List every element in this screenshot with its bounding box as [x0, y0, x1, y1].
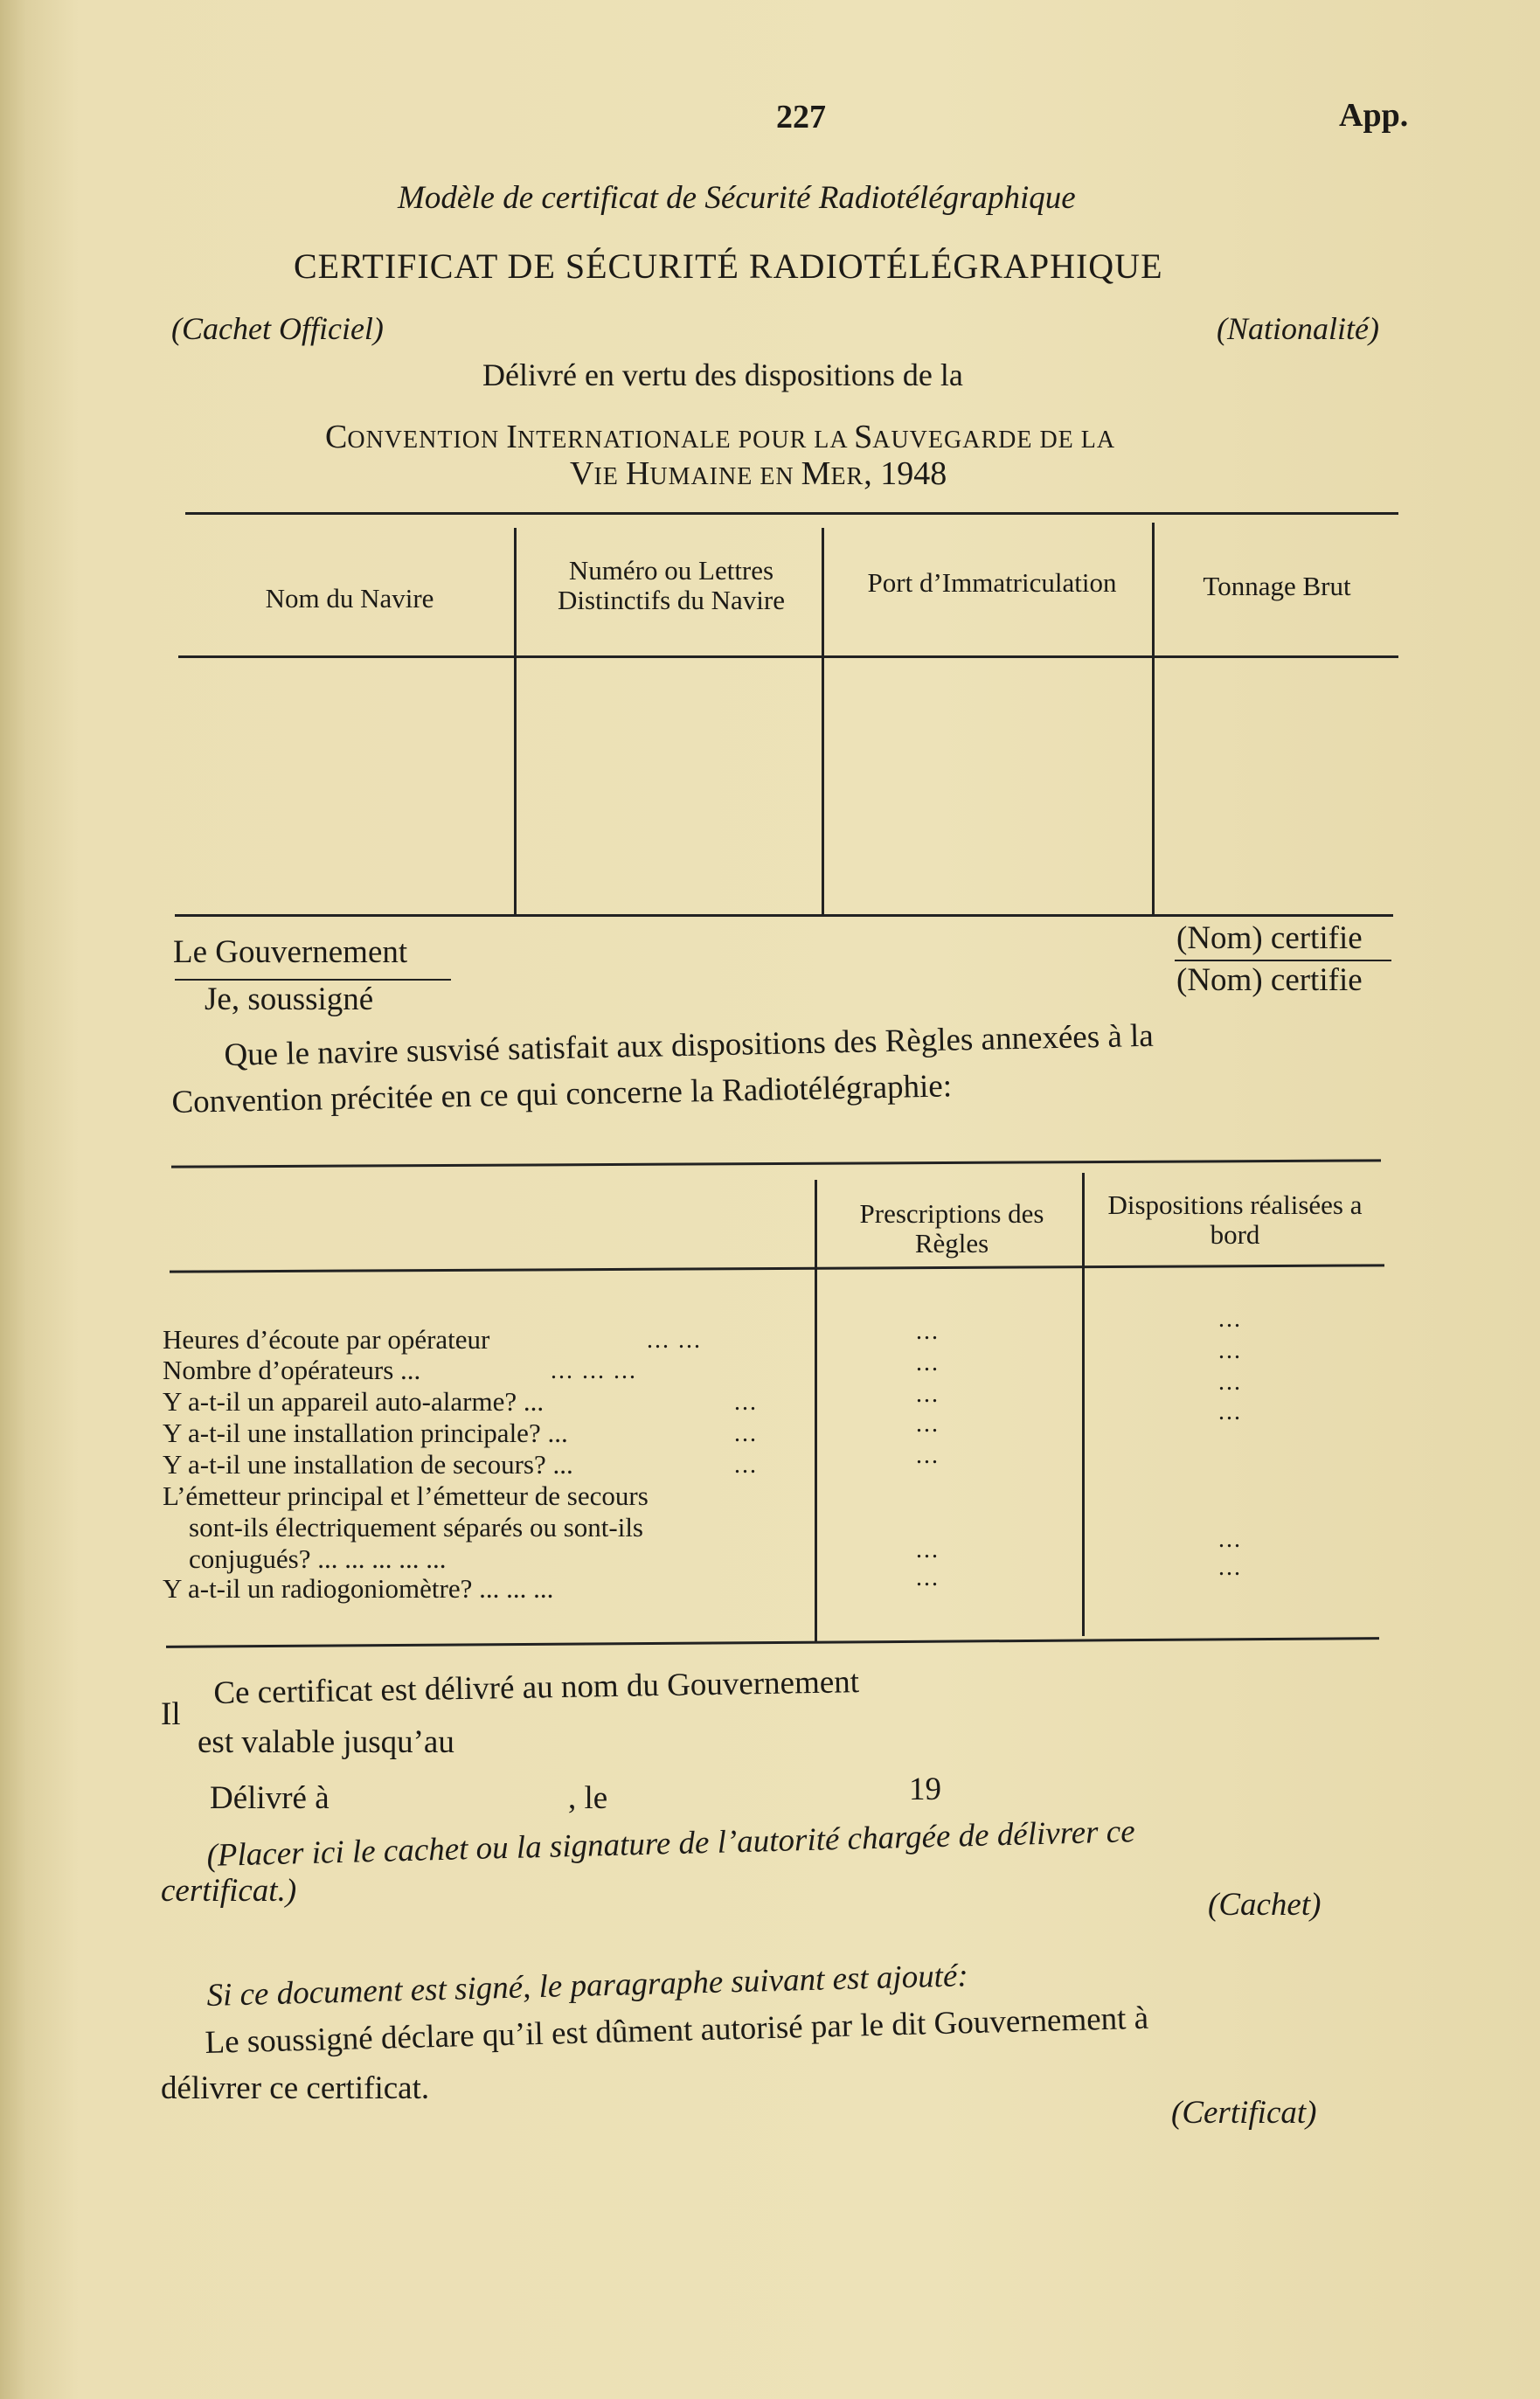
il-label: Il — [161, 1696, 181, 1732]
main-title: CERTIFICAT DE SÉCURITÉ RADIOTÉLÉGRAPHIQUE — [294, 246, 1163, 286]
row-label: Y a-t-il un appareil auto-alarme? ... — [163, 1386, 545, 1417]
table-row-nombre — [163, 1355, 420, 1386]
table1-col-divider-3 — [1152, 523, 1155, 914]
row-label: Y a-t-il un radiogoniomètre? ... ... ... — [163, 1573, 554, 1604]
soussigne-declare-line-1: Le soussigné déclare qu’il est dûment autorisé par le dit Gouvernement à — [205, 2000, 1149, 2061]
row-lead-dots: ... — [734, 1420, 758, 1447]
convention-line-2: VIE HUMAINE EN MER, 1948 — [570, 455, 947, 492]
table-row-heures — [163, 1324, 489, 1356]
soussigne-declare-line-2: délivrer ce certificat. — [161, 2070, 430, 2106]
table-row-auto-alarme — [163, 1386, 544, 1418]
row-label: conjugués? ... ... ... ... ... — [189, 1543, 447, 1574]
row-label: Y a-t-il une installation principale? ... — [163, 1418, 568, 1448]
row-col2-value: ... — [1218, 1554, 1242, 1581]
row-label: Nombre d’opérateurs ... — [163, 1355, 421, 1385]
table2-col-divider-2 — [1082, 1173, 1085, 1636]
si-document-signe: Si ce document est signé, le paragraphe suivant est ajouté: — [206, 1958, 969, 2014]
row-col1-value: ... — [916, 1411, 940, 1438]
table-row-conjugues — [189, 1543, 446, 1575]
header-numero-lettres: Numéro ou Lettres Distinctifs du Navire — [557, 555, 785, 615]
appendix-label: App. — [1339, 97, 1409, 134]
row-col1-value: ... — [916, 1318, 940, 1345]
header-prescriptions: Prescriptions des Règles — [859, 1198, 1044, 1258]
row-col2-value: ... — [1218, 1526, 1242, 1553]
table-row-emetteur — [163, 1480, 649, 1512]
cachet-officiel: (Cachet Officiel) — [171, 311, 384, 346]
nationalite: (Nationalité) — [1217, 311, 1379, 346]
row-lead-dots: ... — [734, 1389, 758, 1416]
statement-line-1: Que le navire susvisé satisfait aux dispositions des Règles annexées à la — [224, 1017, 1155, 1073]
model-title: Modèle de certificat de Sécurité Radiotélégraphique — [398, 180, 1076, 216]
row-col1-value: ... — [916, 1564, 940, 1591]
cachet-label: (Cachet) — [1208, 1887, 1321, 1923]
table2-top-rule — [171, 1159, 1381, 1168]
table1-col-divider-1 — [514, 528, 517, 914]
nom-certifie-2 — [1176, 961, 1363, 999]
nom-certifie-1 — [1176, 919, 1363, 957]
table1-top-rule — [185, 512, 1398, 515]
row-col2-value: ... — [1218, 1369, 1242, 1396]
delivre-au-nom: Ce certificat est délivré au nom du Gouvernement — [213, 1664, 860, 1711]
date-le: , le — [568, 1780, 608, 1816]
table-row-installation-principale — [163, 1418, 568, 1449]
delivre-en-vertu: Délivré en vertu des dispositions de la — [482, 357, 963, 392]
header-tonnage-brut: Tonnage Brut — [1203, 571, 1351, 601]
placer-cachet-line-2: certificat.) — [161, 1873, 297, 1909]
nom-certifie-2-text: (Nom) certifie — [1176, 962, 1363, 998]
header-nom-du-navire: Nom du Navire — [265, 583, 434, 614]
page-number: 227 — [776, 99, 826, 135]
valable-jusquau: est valable jusqu’au — [198, 1724, 454, 1760]
row-col2-value: ... — [1218, 1398, 1242, 1425]
le-gouvernement: Le Gouvernement — [173, 934, 408, 970]
row-label: L’émetteur principal et l’émetteur de secours — [163, 1480, 649, 1511]
table2-header-rule — [170, 1264, 1384, 1272]
row-col1-value: ... — [916, 1442, 940, 1469]
je-soussigne: Je, soussigné — [205, 981, 374, 1017]
certificat-label: (Certificat) — [1171, 2095, 1317, 2131]
placer-cachet-line-1: (Placer ici le cachet ou la signature de l’autorité chargée de délivrer ce — [206, 1813, 1136, 1874]
nom-certifie-1-text: (Nom) certifie — [1176, 920, 1363, 956]
row-lead-dots: ... ... — [647, 1327, 702, 1354]
convention-line-1: CONVENTION INTERNATIONALE POUR LA SAUVEGARDE DE LA — [325, 419, 1116, 455]
table1-col-divider-2 — [822, 528, 824, 914]
delivre-a: Délivré à — [210, 1780, 330, 1816]
row-col1-value: ... — [916, 1536, 940, 1564]
row-col2-value: ... — [1218, 1337, 1242, 1364]
row-col1-value: ... — [916, 1349, 940, 1376]
row-lead-dots: ... ... ... — [551, 1357, 637, 1384]
row-label: Heures d’écoute par opérateur — [163, 1324, 490, 1355]
row-label: Y a-t-il une installation de secours? ... — [163, 1449, 573, 1480]
table-row-radiogoniometre — [163, 1573, 553, 1605]
row-col1-value: ... — [916, 1381, 940, 1408]
row-label: sont-ils électriquement séparés ou sont-ils — [189, 1512, 643, 1543]
table2-bottom-rule — [166, 1637, 1379, 1648]
statement-line-2: Convention précitée en ce qui concerne la Radiotélégraphie: — [171, 1068, 953, 1120]
header-dispositions: Dispositions réalisées a bord — [1107, 1189, 1363, 1250]
year-19: 19 — [909, 1772, 941, 1807]
table-row-emetteur-cont — [189, 1512, 643, 1543]
table-row-installation-secours — [163, 1449, 573, 1480]
table2-col-divider-1 — [815, 1180, 817, 1641]
header-port-immatriculation: Port d’Immatriculation — [867, 567, 1117, 598]
row-lead-dots: ... — [734, 1452, 758, 1479]
table1-header-rule — [178, 655, 1398, 658]
table1-bottom-rule — [175, 914, 1393, 917]
row-col2-value: ... — [1218, 1306, 1242, 1333]
